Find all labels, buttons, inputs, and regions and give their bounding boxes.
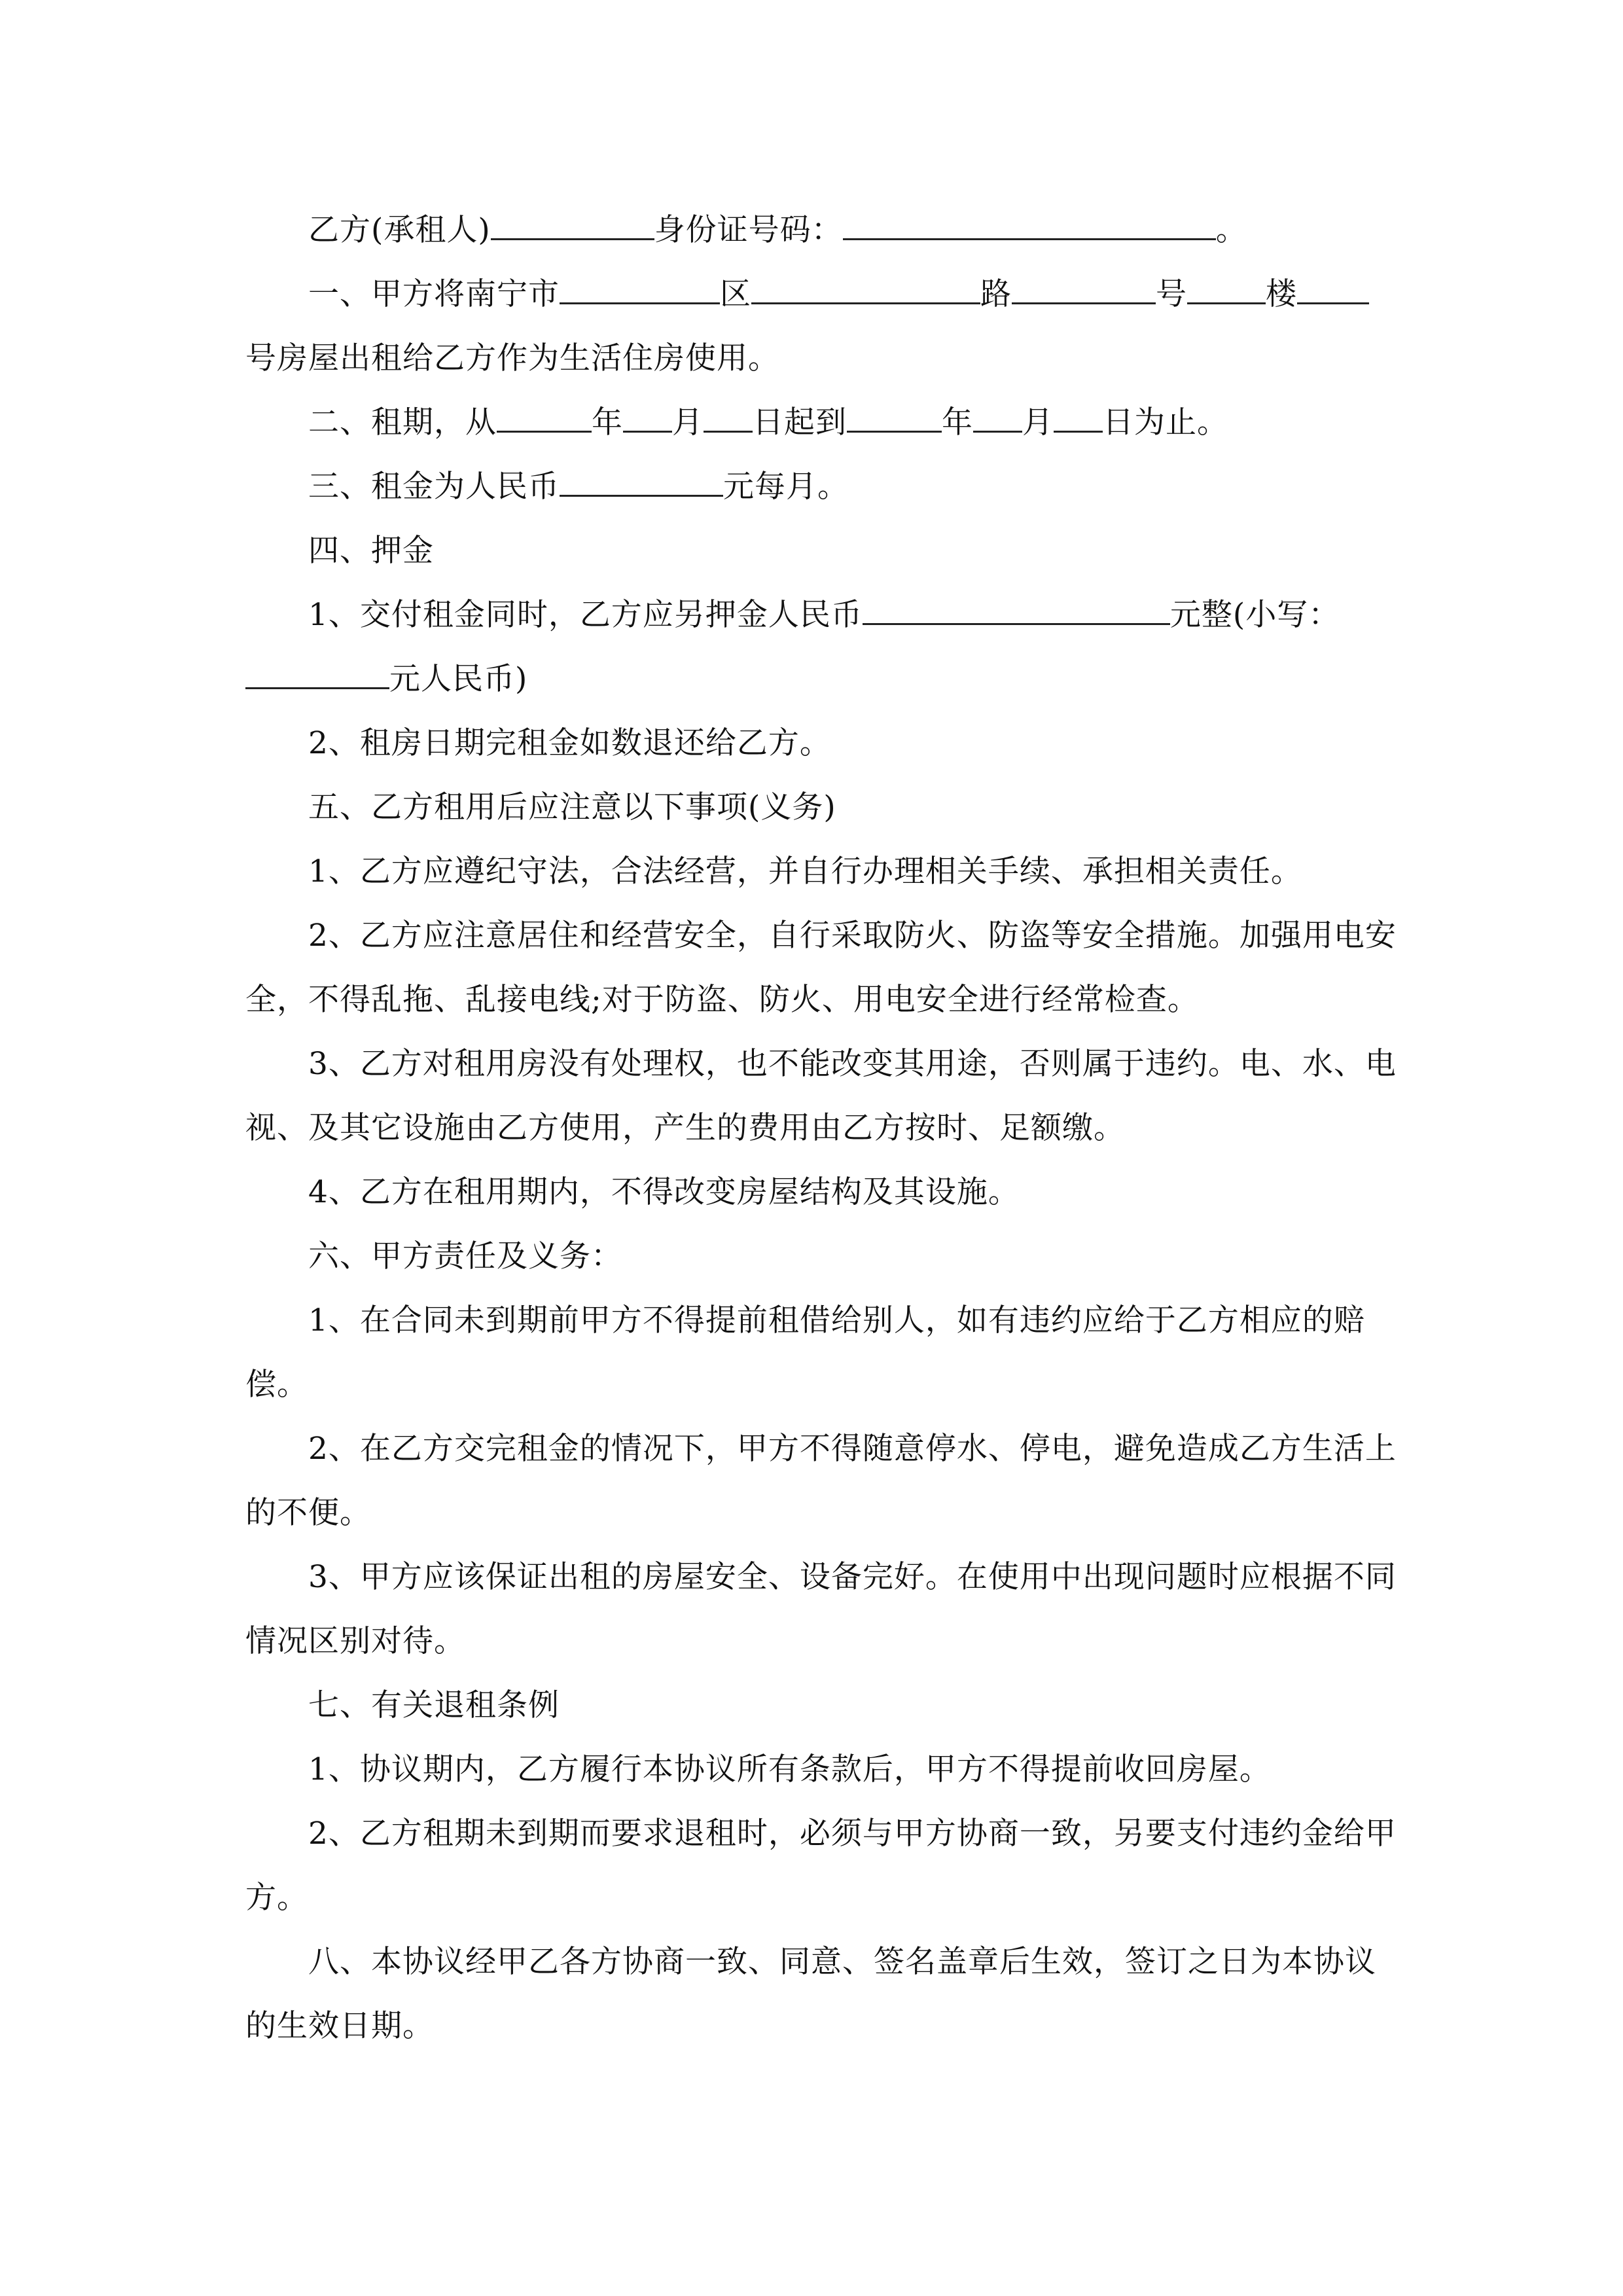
paragraph-lessor-duty-3 [245,1545,1397,1674]
document-body [245,198,1397,2058]
text: 日起到 [753,404,847,440]
blank-end-day[interactable] [1054,404,1103,433]
paragraph-lessee [245,198,1397,262]
blank-number[interactable] [1012,276,1156,304]
text: 日为止。 [1103,404,1228,440]
paragraph-lessee-duty-3 [245,1032,1397,1160]
blank-start-day[interactable] [704,404,753,433]
text: 元人民币) [389,661,528,697]
text: 号房屋出租给乙方作为生活住房使用。 [245,340,779,376]
text: 1、协议期内，乙方履行本协议所有条款后，甲方不得提前收回房屋。 [308,1751,1271,1787]
paragraph-lessee-duty-4 [245,1160,1397,1225]
text: 1、交付租金同时，乙方应另押金人民币 [308,597,863,633]
text: 八、本协议经甲乙各方协商一致、同意、签名盖章后生效，签订之日为本协议的生效日期。 [245,1944,1376,2044]
text: 2、在乙方交完租金的情况下，甲方不得随意停水、停电，避免造成乙方生活上的不便。 [245,1431,1397,1531]
blank-building[interactable] [1187,276,1266,304]
paragraph-clause-2 [245,391,1397,455]
paragraph-clause-4-heading [245,519,1397,583]
text: 号 [1156,276,1187,312]
paragraph-clause-3 [245,455,1397,519]
paragraph-termination-2 [245,1802,1397,1930]
paragraph-clause-7-heading [245,1674,1397,1738]
text: 2、租房日期完租金如数退还给乙方。 [308,725,831,761]
text: 元每月。 [723,469,849,505]
text: 元整(小写： [1169,597,1340,633]
paragraph-clause-6-heading [245,1225,1397,1289]
blank-deposit-amount[interactable] [863,597,1170,625]
blank-end-year[interactable] [847,404,942,433]
text: 身份证号码： [654,212,843,248]
blank-start-year[interactable] [497,404,592,433]
blank-deposit-lowercase[interactable] [245,661,389,689]
text: 。 [1215,212,1247,248]
text: 年 [592,404,623,440]
text: 六、甲方责任及义务： [308,1238,622,1274]
text: 七、有关退租条例 [308,1687,560,1723]
blank-end-month[interactable] [973,404,1022,433]
text: 年 [942,404,973,440]
paragraph-clause-1 [245,262,1397,327]
text: 2、乙方应注意居住和经营安全，自行采取防火、防盗等安全措施。加强用电安全，不得乱拖、乱接电线;对于防盗、防火、用电安全进行经常检查。 [245,918,1397,1018]
paragraph-clause-5-heading [245,776,1397,840]
blank-monthly-rent[interactable] [560,469,723,497]
blank-start-month[interactable] [623,404,672,433]
paragraph-deposit-1 [245,583,1397,647]
text: 路 [980,276,1012,312]
text: 区 [720,276,751,312]
blank-district[interactable] [560,276,720,304]
paragraph-lessee-duty-2 [245,904,1397,1032]
text: 2、乙方租期未到期而要求退租时，必须与甲方协商一致，另要支付违约金给甲方。 [245,1816,1397,1916]
blank-road[interactable] [751,276,980,304]
text: 乙方(承租人) [308,212,491,248]
text: 楼 [1266,276,1297,312]
paragraph-deposit-1-cont [245,647,1397,711]
text: 二、租期，从 [308,404,497,440]
text: 五、乙方租用后应注意以下事项(义务) [308,789,836,825]
paragraph-termination-1 [245,1738,1397,1802]
text: 月 [672,404,704,440]
text: 月 [1022,404,1054,440]
paragraph-lessee-duty-1 [245,840,1397,904]
text: 4、乙方在租用期内，不得改变房屋结构及其设施。 [308,1174,1020,1210]
paragraph-clause-8 [245,1930,1397,2058]
text: 1、乙方应遵纪守法，合法经营，并自行办理相关手续、承担相关责任。 [308,853,1302,889]
text: 3、乙方对租用房没有处理权，也不能改变其用途，否则属于违约。电、水、电视、及其它设施由乙方使用，产生的费用由乙方按时、足额缴。 [245,1046,1397,1146]
paragraph-lessor-duty-2 [245,1417,1397,1545]
paragraph-deposit-2 [245,711,1397,776]
text: 三、租金为人民币 [308,469,560,505]
text: 3、甲方应该保证出租的房屋安全、设备完好。在使用中出现问题时应根据不同情况区别对待。 [245,1559,1397,1659]
blank-room[interactable] [1297,276,1369,304]
blank-lessee-name[interactable] [491,212,654,240]
paragraph-lessor-duty-1 [245,1289,1397,1417]
text: 一、甲方将南宁市 [308,276,560,312]
text: 1、在合同未到期前甲方不得提前租借给别人，如有违约应给于乙方相应的赔偿。 [245,1302,1365,1403]
paragraph-clause-1-cont [245,327,1397,391]
text: 四、押金 [308,533,434,569]
blank-id-number[interactable] [843,212,1216,240]
